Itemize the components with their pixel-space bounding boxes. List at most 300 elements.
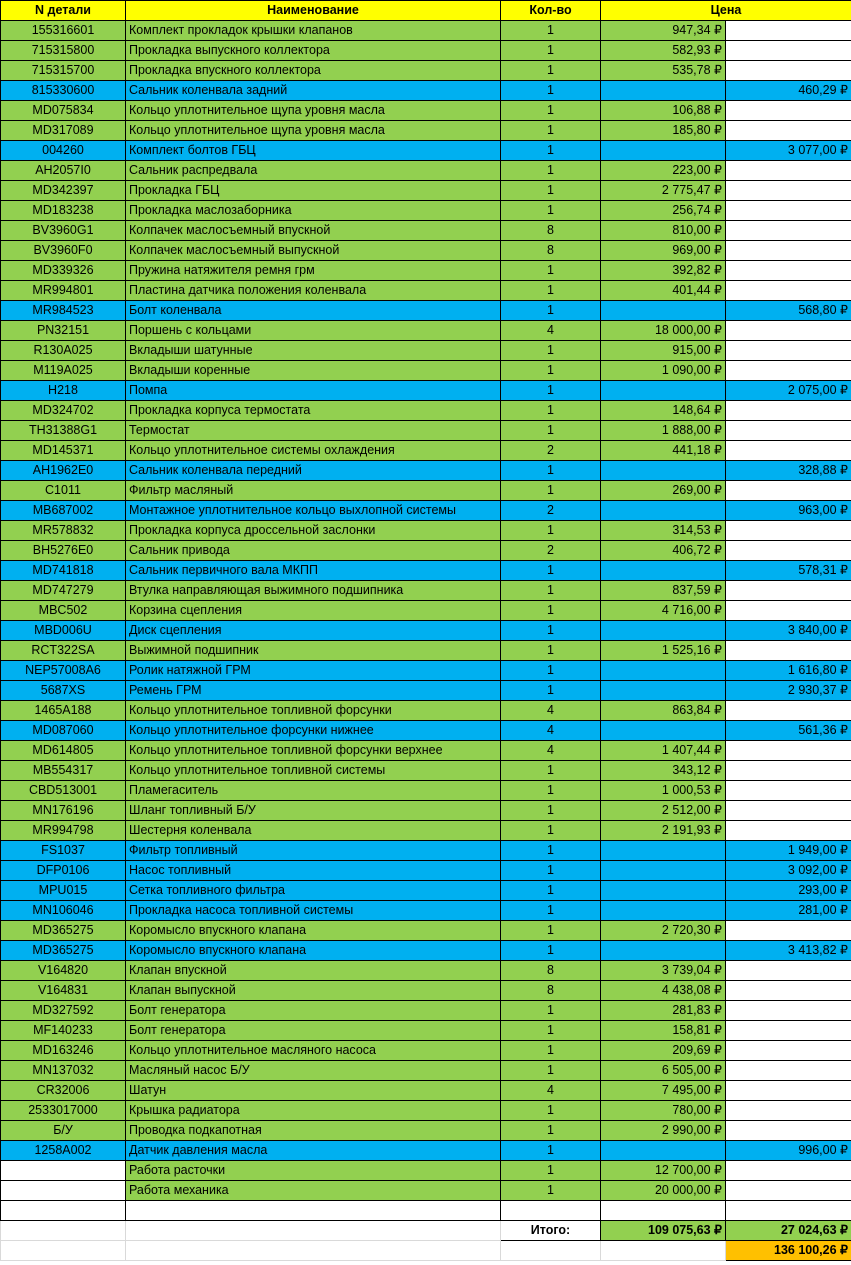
part-name-cell[interactable]: Сальник коленвала задний (126, 81, 501, 101)
price-cell[interactable]: 209,69 ₽ (601, 1041, 726, 1061)
total-sum-1[interactable]: 109 075,63 ₽ (601, 1221, 726, 1241)
price-alt-cell[interactable]: 568,80 ₽ (726, 301, 851, 321)
part-name-cell[interactable]: Кольцо уплотнительное топливной системы (126, 761, 501, 781)
price-alt-cell[interactable]: 293,00 ₽ (726, 881, 851, 901)
part-number-cell[interactable]: CR32006 (1, 1081, 126, 1101)
price-cell[interactable]: 158,81 ₽ (601, 1021, 726, 1041)
part-name-cell[interactable]: Проводка подкапотная (126, 1121, 501, 1141)
part-name-cell[interactable]: Сальник привода (126, 541, 501, 561)
cell[interactable] (126, 1221, 501, 1241)
part-name-cell[interactable]: Термостат (126, 421, 501, 441)
quantity-cell[interactable]: 1 (501, 1121, 601, 1141)
quantity-cell[interactable]: 8 (501, 241, 601, 261)
quantity-cell[interactable]: 1 (501, 381, 601, 401)
cell[interactable] (501, 1241, 601, 1261)
part-number-cell[interactable]: BH5276E0 (1, 541, 126, 561)
part-name-cell[interactable]: Шланг топливный Б/У (126, 801, 501, 821)
part-number-cell[interactable]: MD327592 (1, 1001, 126, 1021)
part-number-cell[interactable]: MR994798 (1, 821, 126, 841)
price-alt-cell[interactable] (726, 221, 851, 241)
price-alt-cell[interactable] (726, 761, 851, 781)
quantity-cell[interactable]: 1 (501, 1021, 601, 1041)
price-alt-cell[interactable] (726, 821, 851, 841)
price-alt-cell[interactable] (726, 441, 851, 461)
part-name-cell[interactable]: Крышка радиатора (126, 1101, 501, 1121)
price-cell[interactable]: 392,82 ₽ (601, 261, 726, 281)
part-name-cell[interactable]: Кольцо уплотнительное форсунки нижнее (126, 721, 501, 741)
quantity-cell[interactable]: 1 (501, 281, 601, 301)
part-number-cell[interactable]: MN106046 (1, 901, 126, 921)
quantity-cell[interactable]: 8 (501, 961, 601, 981)
price-alt-cell[interactable]: 963,00 ₽ (726, 501, 851, 521)
quantity-cell[interactable]: 1 (501, 361, 601, 381)
part-number-cell[interactable]: FS1037 (1, 841, 126, 861)
part-number-cell[interactable]: MR984523 (1, 301, 126, 321)
price-alt-cell[interactable] (726, 161, 851, 181)
part-number-cell[interactable]: BV3960G1 (1, 221, 126, 241)
quantity-cell[interactable]: 8 (501, 221, 601, 241)
part-number-cell[interactable]: TH31388G1 (1, 421, 126, 441)
part-number-cell[interactable]: Б/У (1, 1121, 126, 1141)
quantity-cell[interactable]: 1 (501, 301, 601, 321)
part-number-cell[interactable]: 5687XS (1, 681, 126, 701)
price-cell[interactable]: 281,83 ₽ (601, 1001, 726, 1021)
quantity-cell[interactable]: 1 (501, 1141, 601, 1161)
price-alt-cell[interactable] (726, 961, 851, 981)
quantity-cell[interactable]: 1 (501, 621, 601, 641)
cell[interactable] (1, 1221, 126, 1241)
price-cell[interactable]: 223,00 ₽ (601, 161, 726, 181)
part-number-cell[interactable]: MD747279 (1, 581, 126, 601)
price-alt-cell[interactable] (726, 521, 851, 541)
price-alt-cell[interactable]: 2 075,00 ₽ (726, 381, 851, 401)
price-cell[interactable]: 6 505,00 ₽ (601, 1061, 726, 1081)
header-price[interactable]: Цена (601, 1, 851, 21)
part-name-cell[interactable]: Прокладка ГБЦ (126, 181, 501, 201)
price-cell[interactable]: 837,59 ₽ (601, 581, 726, 601)
price-alt-cell[interactable]: 2 930,37 ₽ (726, 681, 851, 701)
part-number-cell[interactable]: RCT322SA (1, 641, 126, 661)
price-alt-cell[interactable] (726, 601, 851, 621)
part-name-cell[interactable]: Прокладка корпуса термостата (126, 401, 501, 421)
part-name-cell[interactable]: Прокладка маслозаборника (126, 201, 501, 221)
quantity-cell[interactable]: 1 (501, 141, 601, 161)
part-name-cell[interactable]: Кольцо уплотнительное щупа уровня масла (126, 121, 501, 141)
price-cell[interactable] (601, 861, 726, 881)
price-cell[interactable]: 947,34 ₽ (601, 21, 726, 41)
price-alt-cell[interactable] (726, 741, 851, 761)
quantity-cell[interactable]: 1 (501, 21, 601, 41)
quantity-cell[interactable]: 1 (501, 821, 601, 841)
part-number-cell[interactable]: V164820 (1, 961, 126, 981)
price-alt-cell[interactable]: 996,00 ₽ (726, 1141, 851, 1161)
quantity-cell[interactable]: 1 (501, 201, 601, 221)
part-name-cell[interactable]: Сальник распредвала (126, 161, 501, 181)
part-name-cell[interactable]: Фильтр топливный (126, 841, 501, 861)
price-cell[interactable]: 582,93 ₽ (601, 41, 726, 61)
part-name-cell[interactable]: Диск сцепления (126, 621, 501, 641)
quantity-cell[interactable]: 2 (501, 501, 601, 521)
price-alt-cell[interactable]: 328,88 ₽ (726, 461, 851, 481)
price-cell[interactable] (601, 901, 726, 921)
quantity-cell[interactable]: 1 (501, 781, 601, 801)
price-cell[interactable]: 106,88 ₽ (601, 101, 726, 121)
price-alt-cell[interactable]: 1 616,80 ₽ (726, 661, 851, 681)
quantity-cell[interactable]: 1 (501, 181, 601, 201)
part-name-cell[interactable]: Прокладка выпускного коллектора (126, 41, 501, 61)
part-number-cell[interactable]: MBC502 (1, 601, 126, 621)
price-alt-cell[interactable] (726, 1081, 851, 1101)
quantity-cell[interactable]: 1 (501, 661, 601, 681)
quantity-cell[interactable]: 1 (501, 1161, 601, 1181)
part-name-cell[interactable]: Комплект болтов ГБЦ (126, 141, 501, 161)
price-cell[interactable]: 314,53 ₽ (601, 521, 726, 541)
part-number-cell[interactable]: BV3960F0 (1, 241, 126, 261)
part-name-cell[interactable]: Вкладыши шатунные (126, 341, 501, 361)
part-name-cell[interactable]: Прокладка впускного коллектора (126, 61, 501, 81)
price-alt-cell[interactable] (726, 21, 851, 41)
price-cell[interactable]: 343,12 ₽ (601, 761, 726, 781)
cell[interactable] (601, 1241, 726, 1261)
price-alt-cell[interactable] (726, 61, 851, 81)
cell[interactable] (1, 1241, 126, 1261)
part-name-cell[interactable]: Ремень ГРМ (126, 681, 501, 701)
quantity-cell[interactable]: 1 (501, 1041, 601, 1061)
part-number-cell[interactable]: MR578832 (1, 521, 126, 541)
price-alt-cell[interactable]: 3 840,00 ₽ (726, 621, 851, 641)
quantity-cell[interactable]: 1 (501, 161, 601, 181)
price-cell[interactable]: 1 000,53 ₽ (601, 781, 726, 801)
total-sum-2[interactable]: 27 024,63 ₽ (726, 1221, 851, 1241)
part-name-cell[interactable]: Датчик давления масла (126, 1141, 501, 1161)
price-alt-cell[interactable] (726, 261, 851, 281)
part-number-cell[interactable]: MD163246 (1, 1041, 126, 1061)
price-alt-cell[interactable]: 281,00 ₽ (726, 901, 851, 921)
price-cell[interactable] (601, 941, 726, 961)
price-cell[interactable]: 20 000,00 ₽ (601, 1181, 726, 1201)
part-name-cell[interactable]: Сальник коленвала передний (126, 461, 501, 481)
part-name-cell[interactable]: Болт генератора (126, 1021, 501, 1041)
quantity-cell[interactable]: 1 (501, 1001, 601, 1021)
part-name-cell[interactable]: Кольцо уплотнительное системы охлаждения (126, 441, 501, 461)
part-number-cell[interactable]: MN176196 (1, 801, 126, 821)
price-alt-cell[interactable] (726, 1021, 851, 1041)
price-cell[interactable] (601, 301, 726, 321)
part-number-cell[interactable]: 1465A188 (1, 701, 126, 721)
part-number-cell[interactable]: 1258A002 (1, 1141, 126, 1161)
price-cell[interactable]: 4 438,08 ₽ (601, 981, 726, 1001)
quantity-cell[interactable]: 4 (501, 321, 601, 341)
price-cell[interactable] (601, 681, 726, 701)
part-number-cell[interactable]: MD614805 (1, 741, 126, 761)
price-alt-cell[interactable]: 460,29 ₽ (726, 81, 851, 101)
part-name-cell[interactable]: Кольцо уплотнительное топливной форсунки (126, 701, 501, 721)
part-name-cell[interactable]: Насос топливный (126, 861, 501, 881)
part-number-cell[interactable]: MD365275 (1, 921, 126, 941)
quantity-cell[interactable]: 1 (501, 101, 601, 121)
cell[interactable] (601, 1201, 726, 1221)
part-name-cell[interactable]: Шатун (126, 1081, 501, 1101)
quantity-cell[interactable]: 4 (501, 1081, 601, 1101)
price-cell[interactable]: 2 191,93 ₽ (601, 821, 726, 841)
quantity-cell[interactable]: 1 (501, 341, 601, 361)
part-number-cell[interactable]: AH2057I0 (1, 161, 126, 181)
price-cell[interactable]: 185,80 ₽ (601, 121, 726, 141)
part-number-cell[interactable]: MD365275 (1, 941, 126, 961)
price-cell[interactable]: 12 700,00 ₽ (601, 1161, 726, 1181)
part-name-cell[interactable]: Кольцо уплотнительное щупа уровня масла (126, 101, 501, 121)
price-cell[interactable]: 2 512,00 ₽ (601, 801, 726, 821)
part-number-cell[interactable]: MD339326 (1, 261, 126, 281)
price-alt-cell[interactable] (726, 801, 851, 821)
part-number-cell[interactable]: MD075834 (1, 101, 126, 121)
price-alt-cell[interactable] (726, 1061, 851, 1081)
quantity-cell[interactable]: 1 (501, 641, 601, 661)
quantity-cell[interactable]: 2 (501, 441, 601, 461)
quantity-cell[interactable]: 1 (501, 521, 601, 541)
price-cell[interactable]: 1 525,16 ₽ (601, 641, 726, 661)
part-number-cell[interactable]: PN32151 (1, 321, 126, 341)
price-cell[interactable] (601, 881, 726, 901)
part-number-cell[interactable]: 815330600 (1, 81, 126, 101)
part-number-cell[interactable]: MD741818 (1, 561, 126, 581)
part-number-cell[interactable] (1, 1181, 126, 1201)
price-cell[interactable]: 810,00 ₽ (601, 221, 726, 241)
price-alt-cell[interactable]: 3 092,00 ₽ (726, 861, 851, 881)
quantity-cell[interactable]: 8 (501, 981, 601, 1001)
price-cell[interactable] (601, 621, 726, 641)
price-cell[interactable]: 535,78 ₽ (601, 61, 726, 81)
price-cell[interactable] (601, 81, 726, 101)
price-cell[interactable]: 863,84 ₽ (601, 701, 726, 721)
part-name-cell[interactable]: Клапан выпускной (126, 981, 501, 1001)
part-name-cell[interactable]: Кольцо уплотнительное масляного насоса (126, 1041, 501, 1061)
cell[interactable] (726, 1201, 851, 1221)
quantity-cell[interactable]: 1 (501, 1181, 601, 1201)
quantity-cell[interactable]: 1 (501, 1061, 601, 1081)
quantity-cell[interactable]: 1 (501, 581, 601, 601)
price-alt-cell[interactable] (726, 181, 851, 201)
part-number-cell[interactable]: C1011 (1, 481, 126, 501)
price-cell[interactable]: 780,00 ₽ (601, 1101, 726, 1121)
part-number-cell[interactable]: 715315700 (1, 61, 126, 81)
price-cell[interactable]: 18 000,00 ₽ (601, 321, 726, 341)
quantity-cell[interactable]: 2 (501, 541, 601, 561)
quantity-cell[interactable]: 1 (501, 941, 601, 961)
part-number-cell[interactable]: MD087060 (1, 721, 126, 741)
part-number-cell[interactable]: V164831 (1, 981, 126, 1001)
price-cell[interactable]: 406,72 ₽ (601, 541, 726, 561)
price-alt-cell[interactable]: 1 949,00 ₽ (726, 841, 851, 861)
part-number-cell[interactable]: 715315800 (1, 41, 126, 61)
part-name-cell[interactable]: Шестерня коленвала (126, 821, 501, 841)
price-alt-cell[interactable] (726, 1001, 851, 1021)
part-name-cell[interactable]: Масляный насос Б/У (126, 1061, 501, 1081)
header-part-no[interactable]: N детали (1, 1, 126, 21)
part-name-cell[interactable]: Болт генератора (126, 1001, 501, 1021)
part-number-cell[interactable]: R130A025 (1, 341, 126, 361)
price-cell[interactable]: 2 990,00 ₽ (601, 1121, 726, 1141)
quantity-cell[interactable]: 1 (501, 481, 601, 501)
price-cell[interactable]: 4 716,00 ₽ (601, 601, 726, 621)
price-alt-cell[interactable] (726, 1041, 851, 1061)
part-number-cell[interactable] (1, 1161, 126, 1181)
part-name-cell[interactable]: Пламегаситель (126, 781, 501, 801)
quantity-cell[interactable]: 1 (501, 561, 601, 581)
part-number-cell[interactable]: 155316601 (1, 21, 126, 41)
part-name-cell[interactable]: Комплект прокладок крышки клапанов (126, 21, 501, 41)
price-cell[interactable] (601, 841, 726, 861)
price-alt-cell[interactable] (726, 481, 851, 501)
quantity-cell[interactable]: 1 (501, 41, 601, 61)
price-alt-cell[interactable]: 3 077,00 ₽ (726, 141, 851, 161)
price-cell[interactable]: 1 407,44 ₽ (601, 741, 726, 761)
part-name-cell[interactable]: Работа расточки (126, 1161, 501, 1181)
price-cell[interactable]: 3 739,04 ₽ (601, 961, 726, 981)
price-cell[interactable] (601, 381, 726, 401)
part-number-cell[interactable]: NEP57008A6 (1, 661, 126, 681)
price-cell[interactable]: 2 720,30 ₽ (601, 921, 726, 941)
part-number-cell[interactable]: MR994801 (1, 281, 126, 301)
price-cell[interactable]: 148,64 ₽ (601, 401, 726, 421)
part-number-cell[interactable]: M119A025 (1, 361, 126, 381)
price-cell[interactable]: 441,18 ₽ (601, 441, 726, 461)
quantity-cell[interactable]: 1 (501, 841, 601, 861)
part-name-cell[interactable]: Помпа (126, 381, 501, 401)
quantity-cell[interactable]: 1 (501, 401, 601, 421)
part-name-cell[interactable]: Выжимной подшипник (126, 641, 501, 661)
part-number-cell[interactable]: MBD006U (1, 621, 126, 641)
part-number-cell[interactable]: MN137032 (1, 1061, 126, 1081)
price-cell[interactable] (601, 501, 726, 521)
price-alt-cell[interactable] (726, 401, 851, 421)
quantity-cell[interactable]: 1 (501, 801, 601, 821)
price-alt-cell[interactable]: 3 413,82 ₽ (726, 941, 851, 961)
part-name-cell[interactable]: Сальник первичного вала МКПП (126, 561, 501, 581)
quantity-cell[interactable]: 1 (501, 1101, 601, 1121)
quantity-cell[interactable]: 1 (501, 861, 601, 881)
cell[interactable] (126, 1201, 501, 1221)
price-cell[interactable]: 2 775,47 ₽ (601, 181, 726, 201)
price-alt-cell[interactable] (726, 641, 851, 661)
part-name-cell[interactable]: Клапан впускной (126, 961, 501, 981)
price-alt-cell[interactable] (726, 781, 851, 801)
part-number-cell[interactable]: MD342397 (1, 181, 126, 201)
price-alt-cell[interactable] (726, 921, 851, 941)
part-name-cell[interactable]: Колпачек маслосъемный впускной (126, 221, 501, 241)
cell[interactable] (1, 1201, 126, 1221)
quantity-cell[interactable]: 4 (501, 721, 601, 741)
part-number-cell[interactable]: CBD513001 (1, 781, 126, 801)
price-cell[interactable] (601, 141, 726, 161)
price-cell[interactable]: 401,44 ₽ (601, 281, 726, 301)
price-alt-cell[interactable] (726, 1161, 851, 1181)
price-cell[interactable] (601, 1141, 726, 1161)
price-alt-cell[interactable] (726, 581, 851, 601)
part-number-cell[interactable]: MD317089 (1, 121, 126, 141)
part-number-cell[interactable]: 004260 (1, 141, 126, 161)
part-name-cell[interactable]: Болт коленвала (126, 301, 501, 321)
price-alt-cell[interactable] (726, 281, 851, 301)
grand-total[interactable]: 136 100,26 ₽ (726, 1241, 851, 1261)
part-number-cell[interactable]: MD324702 (1, 401, 126, 421)
part-name-cell[interactable]: Прокладка корпуса дроссельной заслонки (126, 521, 501, 541)
price-alt-cell[interactable] (726, 241, 851, 261)
quantity-cell[interactable]: 1 (501, 901, 601, 921)
part-name-cell[interactable]: Монтажное уплотнительное кольцо выхлопной системы (126, 501, 501, 521)
price-alt-cell[interactable] (726, 421, 851, 441)
part-name-cell[interactable]: Коромысло впускного клапана (126, 921, 501, 941)
header-name[interactable]: Наименование (126, 1, 501, 21)
price-alt-cell[interactable] (726, 101, 851, 121)
price-alt-cell[interactable] (726, 1121, 851, 1141)
price-alt-cell[interactable] (726, 41, 851, 61)
part-name-cell[interactable]: Сетка топливного фильтра (126, 881, 501, 901)
price-alt-cell[interactable] (726, 541, 851, 561)
part-name-cell[interactable]: Коромысло впускного клапана (126, 941, 501, 961)
price-cell[interactable]: 969,00 ₽ (601, 241, 726, 261)
quantity-cell[interactable]: 1 (501, 461, 601, 481)
price-alt-cell[interactable] (726, 121, 851, 141)
quantity-cell[interactable]: 1 (501, 921, 601, 941)
part-number-cell[interactable]: MB554317 (1, 761, 126, 781)
part-name-cell[interactable]: Пружина натяжителя ремня грм (126, 261, 501, 281)
part-number-cell[interactable]: MD145371 (1, 441, 126, 461)
price-alt-cell[interactable] (726, 201, 851, 221)
part-name-cell[interactable]: Колпачек маслосъемный выпускной (126, 241, 501, 261)
price-cell[interactable]: 915,00 ₽ (601, 341, 726, 361)
quantity-cell[interactable]: 1 (501, 61, 601, 81)
quantity-cell[interactable]: 4 (501, 701, 601, 721)
price-cell[interactable] (601, 661, 726, 681)
part-name-cell[interactable]: Работа механика (126, 1181, 501, 1201)
quantity-cell[interactable]: 1 (501, 421, 601, 441)
part-number-cell[interactable]: H218 (1, 381, 126, 401)
price-cell[interactable]: 1 888,00 ₽ (601, 421, 726, 441)
part-number-cell[interactable]: 2533017000 (1, 1101, 126, 1121)
part-name-cell[interactable]: Ролик натяжной ГРМ (126, 661, 501, 681)
part-number-cell[interactable]: MPU015 (1, 881, 126, 901)
total-label[interactable]: Итого: (501, 1221, 601, 1241)
price-cell[interactable]: 7 495,00 ₽ (601, 1081, 726, 1101)
price-alt-cell[interactable]: 561,36 ₽ (726, 721, 851, 741)
quantity-cell[interactable]: 1 (501, 601, 601, 621)
part-name-cell[interactable]: Корзина сцепления (126, 601, 501, 621)
price-cell[interactable] (601, 721, 726, 741)
price-alt-cell[interactable] (726, 321, 851, 341)
price-alt-cell[interactable] (726, 1181, 851, 1201)
part-name-cell[interactable]: Поршень с кольцами (126, 321, 501, 341)
price-alt-cell[interactable] (726, 341, 851, 361)
part-number-cell[interactable]: MF140233 (1, 1021, 126, 1041)
price-cell[interactable] (601, 561, 726, 581)
price-alt-cell[interactable] (726, 981, 851, 1001)
price-cell[interactable] (601, 461, 726, 481)
quantity-cell[interactable]: 1 (501, 761, 601, 781)
part-name-cell[interactable]: Кольцо уплотнительное топливной форсунки верхнее (126, 741, 501, 761)
quantity-cell[interactable]: 1 (501, 121, 601, 141)
quantity-cell[interactable]: 1 (501, 681, 601, 701)
price-cell[interactable]: 256,74 ₽ (601, 201, 726, 221)
part-name-cell[interactable]: Пластина датчика положения коленвала (126, 281, 501, 301)
quantity-cell[interactable]: 4 (501, 741, 601, 761)
quantity-cell[interactable]: 1 (501, 81, 601, 101)
cell[interactable] (501, 1201, 601, 1221)
price-alt-cell[interactable] (726, 701, 851, 721)
part-number-cell[interactable]: AH1962E0 (1, 461, 126, 481)
price-cell[interactable]: 1 090,00 ₽ (601, 361, 726, 381)
quantity-cell[interactable]: 1 (501, 261, 601, 281)
